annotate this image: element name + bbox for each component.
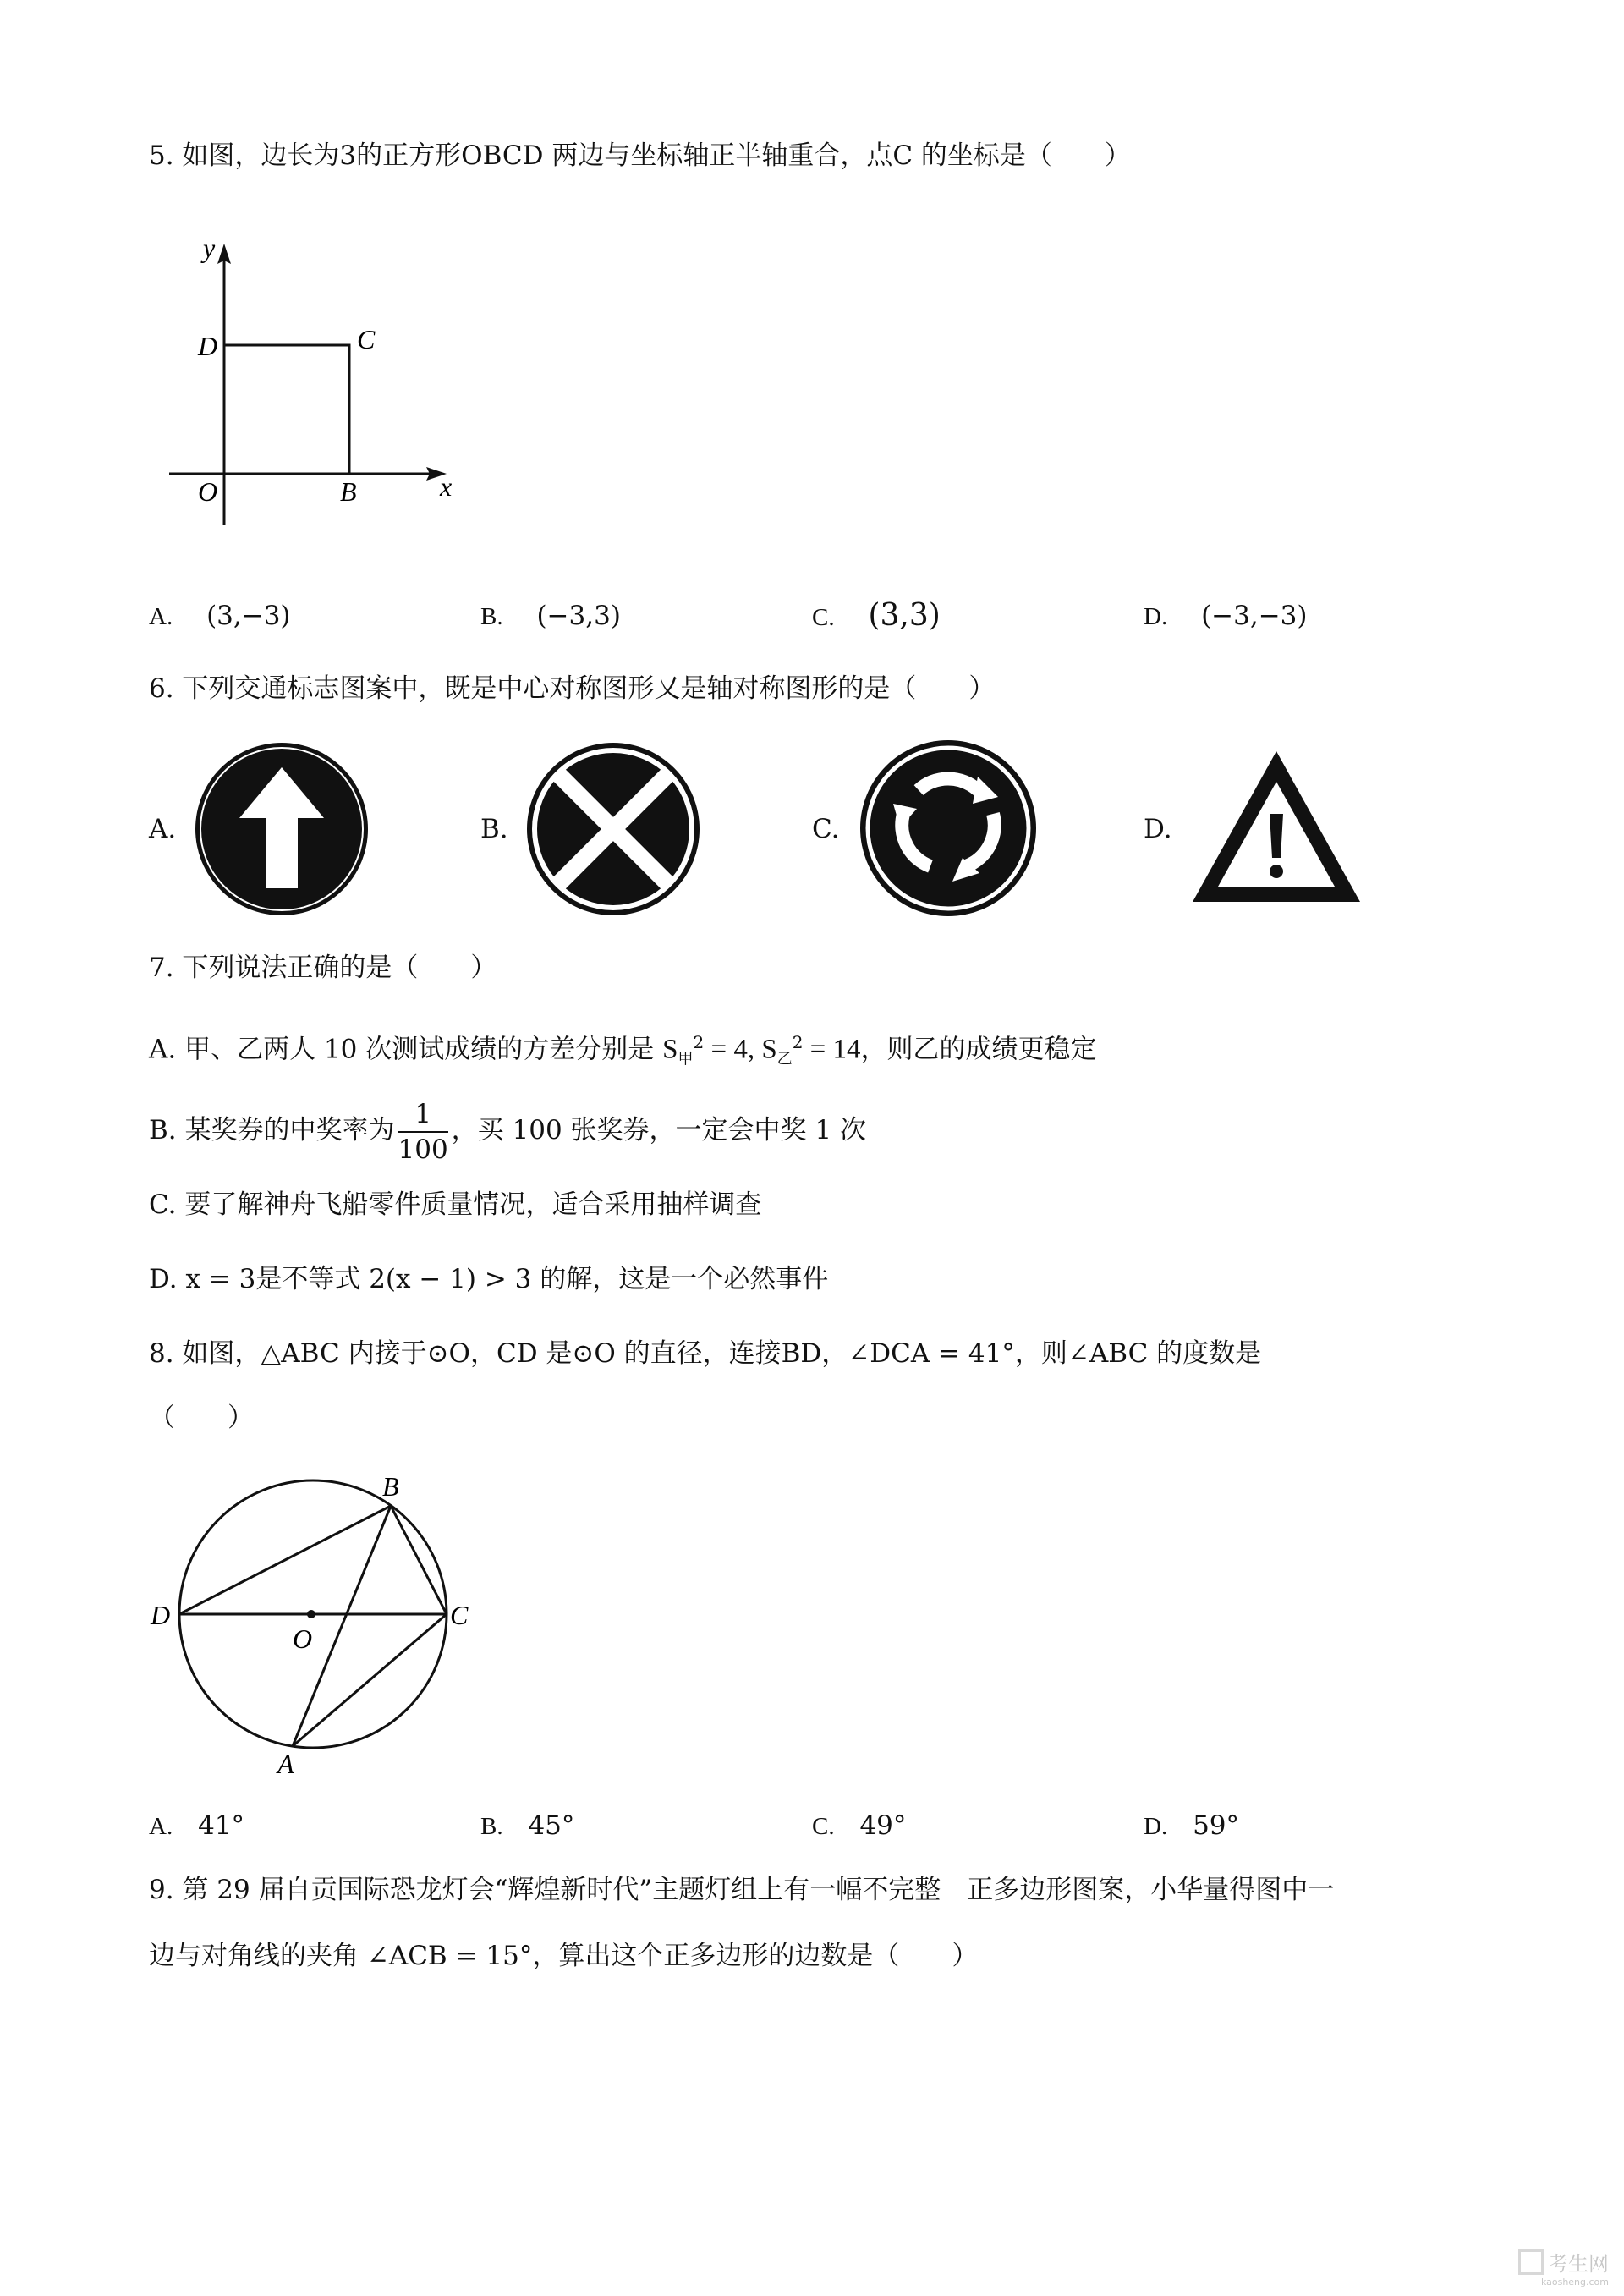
option-label: C. [812, 1813, 835, 1840]
q8-label-A: A [277, 1749, 294, 1777]
q7-option-d[interactable]: D. x = 3是不等式 2(x − 1) > 3 的解，这是一个必然事件 [149, 1264, 829, 1294]
q8-stem-brackets: （ ） [149, 1403, 254, 1433]
q8-label-D: D [151, 1600, 171, 1630]
q5-coordinate-figure [161, 237, 474, 525]
roundabout-sign-icon [858, 738, 1039, 919]
q5-option-c[interactable] [812, 597, 941, 636]
q7-a-s2: S [761, 1034, 777, 1065]
no-stopping-sign-icon [524, 740, 702, 918]
watermark [1518, 2247, 1609, 2288]
q5-label-B: B [340, 476, 357, 507]
q5-label-C: C [357, 324, 376, 354]
q6-option-c-label[interactable]: C. [812, 814, 840, 844]
q7-a-mid: = 4, [704, 1034, 762, 1065]
q7-a-post: ，则乙的成绩更稳定 [860, 1034, 1097, 1065]
q7-option-a[interactable] [149, 1024, 1097, 1079]
q8-option-a[interactable] [149, 1807, 244, 1845]
watermark-sub: kaosheng.com [1540, 2277, 1609, 2288]
q7-stem: 7. 下列说法正确的是（ ） [149, 953, 497, 983]
q8-option-c[interactable] [812, 1807, 906, 1845]
q9-line-1: 9. 第 29 届自贡国际恐龙灯会“辉煌新时代”主题灯组上有一幅不完整 正多边形图案，小华量得图中一 [149, 1875, 1335, 1905]
q7-option-c[interactable]: C. 要了解神舟飞船零件质量情况，适合采用抽样调查 [149, 1189, 762, 1220]
option-label: A. [149, 1813, 173, 1840]
option-value: 49° [859, 1810, 907, 1841]
fraction-numerator: 1 [398, 1097, 448, 1133]
q5-stem: 5. 如图，边长为3的正方形OBCD 两边与坐标轴正半轴重合，点C 的坐标是（ ） [149, 140, 1131, 171]
q6-option-b-label[interactable]: B. [480, 814, 508, 844]
q7-b-fraction [398, 1097, 448, 1167]
q5-label-x: x [440, 471, 453, 502]
q7-a-text: A. 甲、乙两人 10 次测试成绩的方差分别是 [149, 1034, 663, 1065]
q5-option-b[interactable] [480, 597, 621, 635]
q7-a-eq: = 14 [803, 1034, 861, 1065]
option-label: C. [812, 604, 835, 631]
q5-option-a[interactable] [149, 597, 291, 635]
q7-a-sub2: 乙 [776, 1050, 793, 1068]
q7-a-s1: S [662, 1034, 678, 1065]
q9-line-2: 边与对角线的夹角 ∠ACB = 15°，算出这个正多边形的边数是（ ） [149, 1941, 979, 1971]
warning-sign-icon [1188, 746, 1365, 907]
up-arrow-sign-icon [193, 740, 370, 918]
q6-option-a-label[interactable]: A. [149, 814, 177, 844]
option-value: (−3,−3) [1201, 601, 1308, 631]
q8-circle-figure [144, 1464, 482, 1777]
option-value: 59° [1193, 1810, 1240, 1841]
q5-label-D: D [198, 331, 218, 361]
option-value: 45° [528, 1810, 575, 1841]
option-label: D. [1144, 1813, 1168, 1840]
q5-label-y: y [203, 237, 216, 263]
q8-label-B: B [382, 1471, 399, 1502]
q8-label-C: C [450, 1600, 469, 1630]
q7-a-sub1: 甲 [678, 1050, 694, 1068]
q8-option-b[interactable] [480, 1807, 574, 1845]
q7-a-sup1: 2 [693, 1032, 705, 1052]
q6-stem: 6. 下列交通标志图案中，既是中心对称图形又是轴对称图形的是（ ） [149, 673, 996, 704]
option-label: D. [1144, 603, 1168, 630]
option-label: B. [480, 1813, 503, 1840]
option-value: (3,−3) [206, 601, 291, 631]
option-label: A. [149, 603, 173, 630]
option-label: B. [480, 603, 503, 630]
option-value: (−3,3) [536, 601, 621, 631]
q5-label-O: O [198, 476, 218, 507]
q5-option-d[interactable] [1144, 597, 1308, 635]
option-value: 41° [198, 1810, 245, 1841]
fraction-denominator: 100 [398, 1134, 448, 1165]
q7-a-sup2: 2 [792, 1032, 804, 1052]
watermark-text: 考生网 [1548, 2252, 1609, 2276]
q7-b-text: B. 某奖券的中奖率为 [149, 1115, 395, 1145]
q8-option-d[interactable] [1144, 1807, 1239, 1845]
watermark-logo-icon [1518, 2249, 1544, 2275]
q7-b-post: ，买 100 张奖券，一定会中奖 1 次 [451, 1115, 866, 1145]
q8-label-O: O [293, 1623, 313, 1654]
q6-option-d-label[interactable]: D. [1144, 814, 1172, 844]
q8-stem: 8. 如图，△ABC 内接于⊙O，CD 是⊙O 的直径，连接BD，∠DCA = 41°，则∠ABC 的度数是 [149, 1338, 1262, 1369]
q7-option-b[interactable] [149, 1090, 866, 1171]
option-value: (3,3) [868, 598, 941, 633]
